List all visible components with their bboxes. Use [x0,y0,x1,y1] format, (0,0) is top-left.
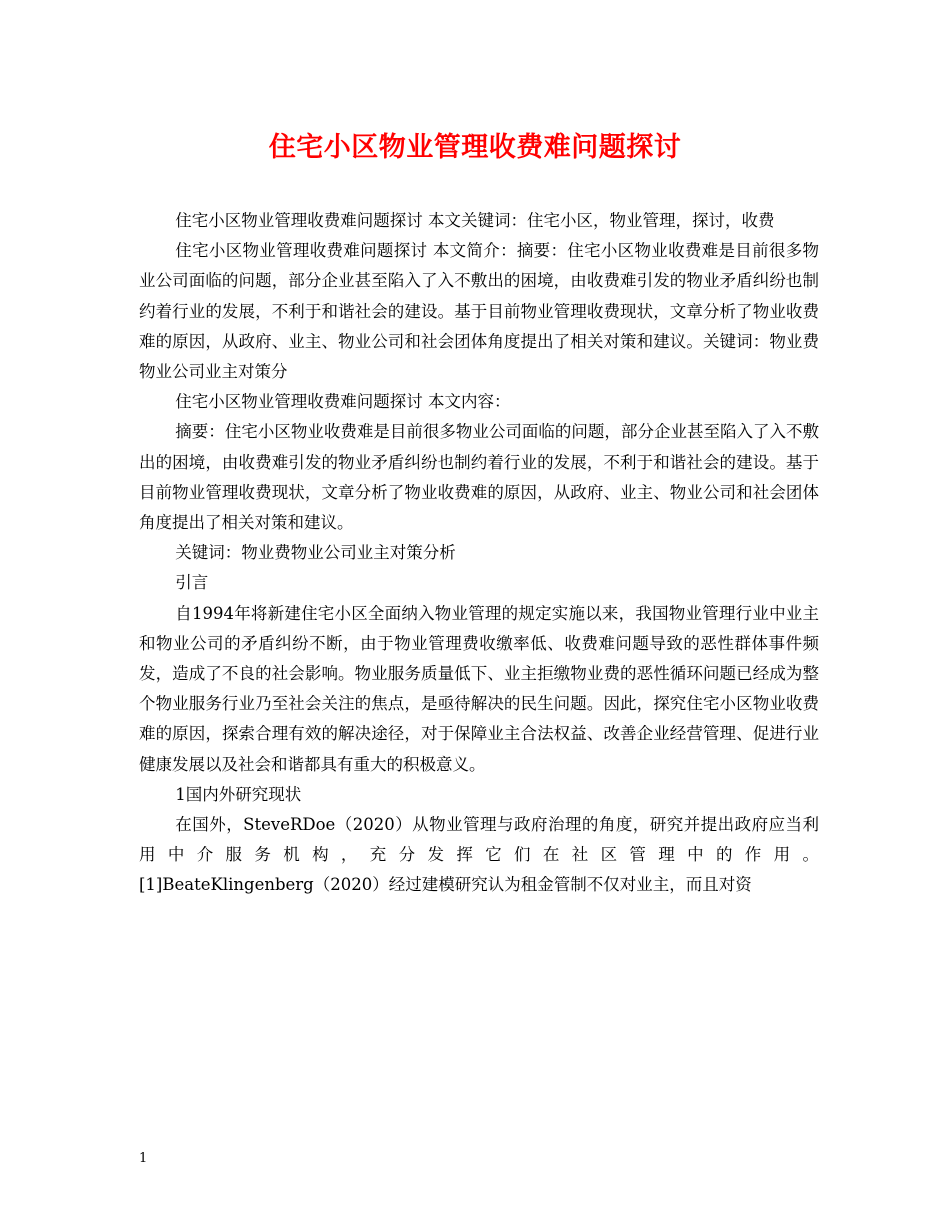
introduction-heading: 引言 [175,573,209,593]
research-paragraph: 在国外，SteveRDoe（2020）从物业管理与政府治理的角度，研究并提出政府应当利用中介服务机构，充分发挥它们在社区管理中的作用。 [139,815,819,865]
content-heading: 住宅小区物业管理收费难问题探讨 本文内容： [175,392,511,412]
document-title: 住宅小区物业管理收费难问题探讨 [268,132,682,163]
section-heading-research-status: 1国内外研究现状 [175,784,302,804]
introduction-paragraph: 自1994年将新建住宅小区全面纳入物业管理的规定实施以来，我国物业管理行业中业主和物业公司的矛盾纠纷不断，由于物业管理费收缴率低、收费难问题导致的恶性群体事件频发，造成了不良的社会影响。物业服务质量低下、业主拒缴物业费的恶性循环问题已经成为整个物业服务行业乃至社会关注的焦点，是亟待解决的民生问题。因此，探究住宅小区物业收费难的原因，探索合理有效的解决途径，对于保障业主合法权益、改善企业经营管理、促进行业健康发展以及社会和谐都具有重大的积极意义。 [139,603,819,774]
abstract-paragraph: 摘要：住宅小区物业收费难是目前很多物业公司面临的问题，部分企业甚至陷入了入不敷出的困境，由收费难引发的物业矛盾纠纷也制约着行业的发展，不利于和谐社会的建设。基于目前物业管理收费现状，文章分析了物业收费难的原因，从政府、业主、物业公司和社会团体角度提出了相关对策和建议。 [139,422,819,533]
keywords-line: 住宅小区物业管理收费难问题探讨 本文关键词：住宅小区，物业管理，探讨，收费 [175,211,775,230]
summary-paragraph: 住宅小区物业管理收费难问题探讨 本文简介：摘要：住宅小区物业收费难是目前很多物业公司面临的问题，部分企业甚至陷入了入不敷出的困境，由收费难引发的物业矛盾纠纷也制约着行业的发展，不利于和谐社会的建设。基于目前物业管理收费现状，文章分析了物业收费难的原因，从政府、业主、物业公司和社会团体角度提出了相关对策和建议。关键词：物业费物业公司业主对策分 [139,241,819,382]
page-number: 1 [139,1151,148,1166]
keywords-paragraph: 关键词：物业费物业公司业主对策分析 [175,543,456,563]
reference-paragraph: [1]BeateKlingenberg（2020）经过建模研究认为租金管制不仅对业主，而且对资 [139,875,752,895]
document-body [139,206,819,901]
